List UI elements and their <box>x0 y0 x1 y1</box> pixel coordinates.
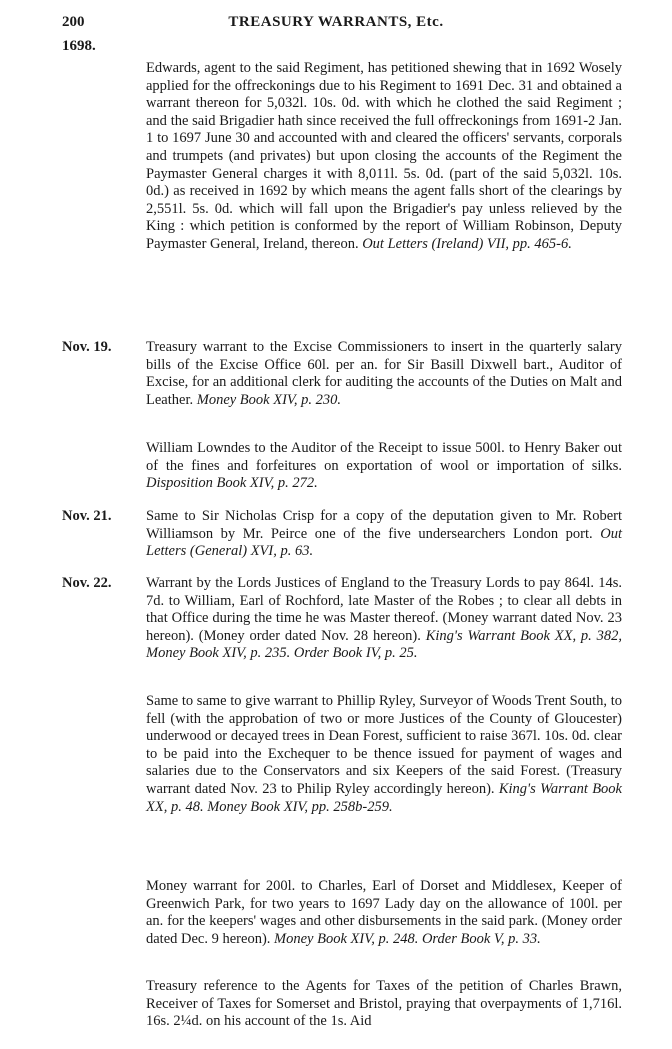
entry-reference: King's Warrant Book XX, p. 382, Money Book XIV, p. 235. Order Book IV, p. 25. <box>146 627 623 662</box>
entry-paragraph <box>146 339 622 409</box>
margin-date: Nov. 21. <box>62 508 112 524</box>
entry-text: William Lowndes to the Auditor of the Receipt to issue 500l. to Henry Baker out of the fines and forfeitures on exportation of wool or importation of silks. <box>146 440 622 474</box>
entry-paragraph <box>146 878 622 948</box>
entry-reference: Out Letters (General) XVI, p. 63. <box>146 525 623 560</box>
page-number: 200 <box>62 14 85 30</box>
entry-reference: Disposition Book XIV, p. 272. <box>146 475 318 492</box>
running-head: TREASURY WARRANTS, Etc. <box>228 14 444 30</box>
entry-paragraph <box>146 60 622 254</box>
entry-reference: Money Book XIV, p. 230. <box>196 391 342 408</box>
entry-reference: Out Letters (Ireland) VII, pp. 465-6. <box>362 235 572 252</box>
entry-reference: King's Warrant Book XX, p. 48. Money Book XIV, pp. 258b-259. <box>146 780 622 815</box>
entry-paragraph <box>146 575 622 663</box>
entry-paragraph <box>146 978 622 1031</box>
margin-year: 1698. <box>62 38 96 54</box>
margin-date: Nov. 22. <box>62 575 112 591</box>
entry-text: Warrant by the Lords Justices of England to the Treasury Lords to pay 864l. 14s. 7d. to William, Earl of Rochford, late Master of the Robes ; to clear all debts in that Office during the time he was Master thereof. (Money warrant dated Nov. 23 hereon). (Money order dated Nov. 28 hereon). <box>146 575 622 644</box>
entry-text: Same to Sir Nicholas Crisp for a copy of the deputation given to Mr. Robert Williamson by Mr. Peirce one of the five undersearchers London port. <box>146 508 622 542</box>
entry-text: Treasury reference to the Agents for Taxes of the petition of Charles Brawn, Receiver of Taxes for Somerset and Bristol, praying that overpayments of 1,716l. 16s. 2¼d. on his account of the 1s. Aid <box>146 978 622 1030</box>
entry-text: Edwards, agent to the said Regiment, has petitioned shewing that in 1692 Wosely applied for the offreckonings due to his Regiment to 1691 Dec. 31 and obtained a warrant thereon for 5,032l. 10s. 0d. with which he clothed the said Regiment ; and the said Brigadier hath since received the full offreckonings from 1691-2 Jan. 1 to 1697 June 30 and accounted with and cleared the officers' servants, corporals and trumpets (and privates) but upon closing the accounts of the Regiment the Paymaster General charges it with 8,011l. 5s. 0d. (part of the said 5,032l. 10s. 0d.) as received in 1692 by which means the agent falls short of the clearings by 2,551l. 5s. 0d. which will fall upon the Brigadier's pay unless relieved by the King : which petition is conformed by the report of William Robinson, Deputy Paymaster General, Ireland, thereon. <box>146 60 622 252</box>
margin-date: Nov. 19. <box>62 339 112 355</box>
entry-paragraph <box>146 508 622 561</box>
entry-text: Same to same to give warrant to Phillip Ryley, Surveyor of Woods Trent South, to fell (with the approbation of two or more Justices of the County of Gloucester) underwood or decayed trees in Dean Forest, sufficient to raise 367l. 10s. 0d. clear to be paid into the Exchequer to be thence issued for payment of wages and salaries due to the Conservators and six Keepers of the said Forest. (Treasury warrant dated Nov. 23 to Philip Ryley accordingly hereon). <box>146 693 622 797</box>
entry-reference: Money Book XIV, p. 248. Order Book V, p. 33. <box>274 930 541 947</box>
entry-paragraph <box>146 693 622 816</box>
entry-text: Treasury warrant to the Excise Commissioners to insert in the quarterly salary bills of the Excise Office 60l. per an. for Sir Basill Dixwell bart., Auditor of Excise, for an additional clerk for auditing the accounts of the Duties on Malt and Leather. <box>146 339 622 408</box>
entry-text: Money warrant for 200l. to Charles, Earl of Dorset and Middlesex, Keeper of Greenwich Park, for two years to 1697 Lady day on the allowance of 100l. per an. for the keepers' wages and other disbursements in the said park. (Money order dated Dec. 9 hereon). <box>146 878 622 947</box>
entry-paragraph <box>146 440 622 493</box>
